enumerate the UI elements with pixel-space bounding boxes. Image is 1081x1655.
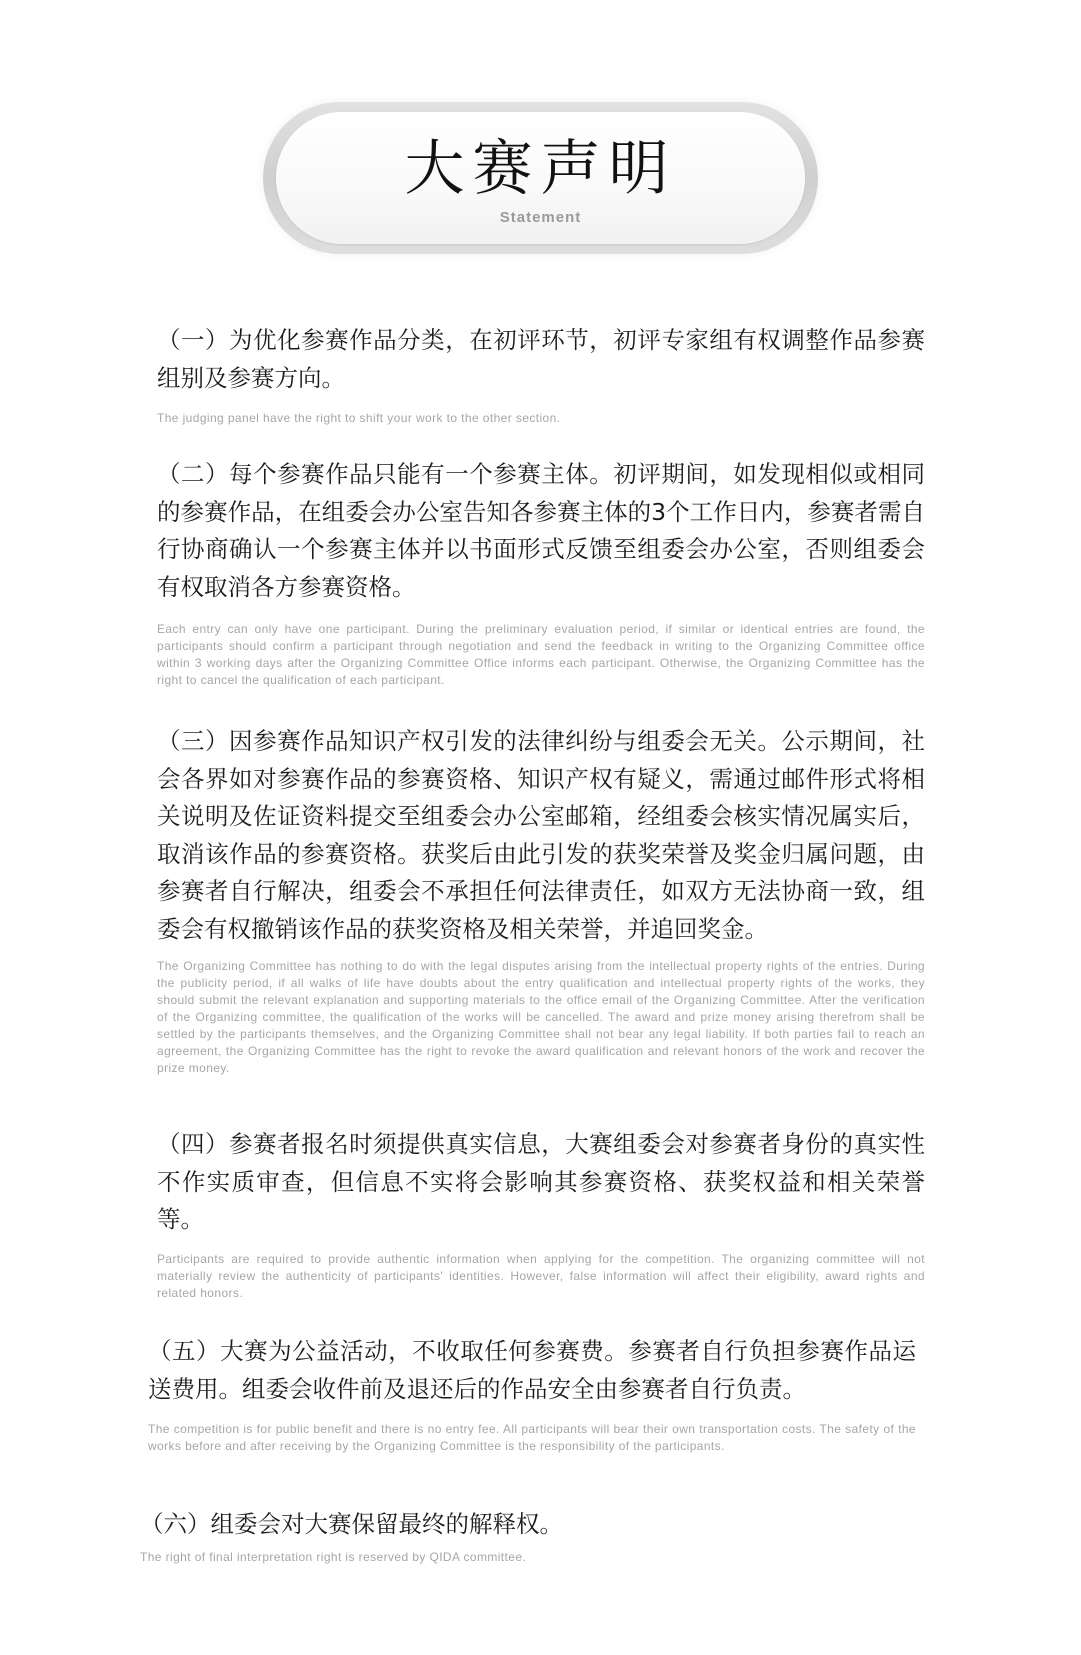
section-5-en: The competition is for public benefit and there is no entry fee. All participants will bear their own transportation costs. The safety of the works before and after receiving by the Organizing Committee is the responsibility of the participants. (148, 1422, 916, 1453)
section-5-cn: （五）大赛为公益活动，不收取任何参赛费。参赛者自行负担参赛作品运送费用。组委会收件前及退还后的作品安全由参赛者自行负责。 (148, 1337, 916, 1403)
title-banner (263, 102, 818, 254)
section-3-en: The Organizing Committee has nothing to do with the legal disputes arising from the intellectual property rights of the entries. During the publicity period, if all walks of life have doubts about the entry qualification and intellectual property rights of the works, they should submit the relevant explanation and supporting materials to the office email of the Organizing Committee. After the verification of the Organizing committee, the qualification of the works will be cancelled. The award and prize money arising therefrom shall be settled by the participants themselves, and the Organizing Committee shall not bear any legal liability. If both parties fail to reach an agreement, the Organizing Committee has the right to revoke the award qualification and relevant honors of the work and recover the prize money. (157, 959, 925, 1075)
section-3-cn: （三）因参赛作品知识产权引发的法律纠纷与组委会无关。公示期间，社会各界如对参赛作品的参赛资格、知识产权有疑义，需通过邮件形式将相关说明及佐证资料提交至组委会办公室邮箱，经组委会核实情况属实后，取消该作品的参赛资格。获奖后由此引发的获奖荣誉及奖金归属问题，由参赛者自行解决，组委会不承担任何法律责任，如双方无法协商一致，组委会有权撤销该作品的获奖资格及相关荣誉，并追回奖金。 (157, 727, 925, 943)
section-1-en: The judging panel have the right to shift your work to the other section. (157, 411, 561, 425)
statement-section-6 (140, 1506, 908, 1566)
page-title: 大赛声明 (404, 134, 677, 204)
statement-section-1 (157, 322, 925, 427)
page-subtitle: Statement (499, 209, 582, 226)
section-6-cn: （六）组委会对大赛保留最终的解释权。 (140, 1510, 563, 1538)
section-6-en: The right of final interpretation right is reserved by QIDA committee. (140, 1549, 527, 1564)
section-2-en: Each entry can only have one participant. During the preliminary evaluation period, if similar or identical entries are found, the participants should confirm a participant through negotiation and send the feedback in writing to the Organizing Committee office within 3 working days after the Organizing Committee Office informs each participant. Otherwise, the Organizing Committee has the right to cancel the qualification of each participant. (157, 622, 925, 687)
statement-section-5 (148, 1333, 916, 1455)
statement-section-4 (157, 1126, 925, 1302)
section-1-cn: （一）为优化参赛作品分类，在初评环节，初评专家组有权调整作品参赛组别及参赛方向。 (157, 326, 925, 392)
statement-section-2 (157, 456, 925, 689)
title-banner-inner (276, 112, 805, 244)
section-4-en: Participants are required to provide authentic information when applying for the competition. The organizing committee will not materially review the authenticity of participants' identities. However, false information will affect their eligibility, award rights and related honors. (157, 1251, 925, 1300)
section-2-cn: （二）每个参赛作品只能有一个参赛主体。初评期间，如发现相似或相同的参赛作品，在组委会办公室告知各参赛主体的3个工作日内，参赛者需自行协商确认一个参赛主体并以书面形式反馈至组委会办公室，否则组委会有权取消各方参赛资格。 (157, 460, 925, 601)
statement-section-3 (157, 723, 925, 1077)
section-4-cn: （四）参赛者报名时须提供真实信息，大赛组委会对参赛者身份的真实性不作实质审查，但信息不实将会影响其参赛资格、获奖权益和相关荣誉等。 (157, 1130, 925, 1233)
